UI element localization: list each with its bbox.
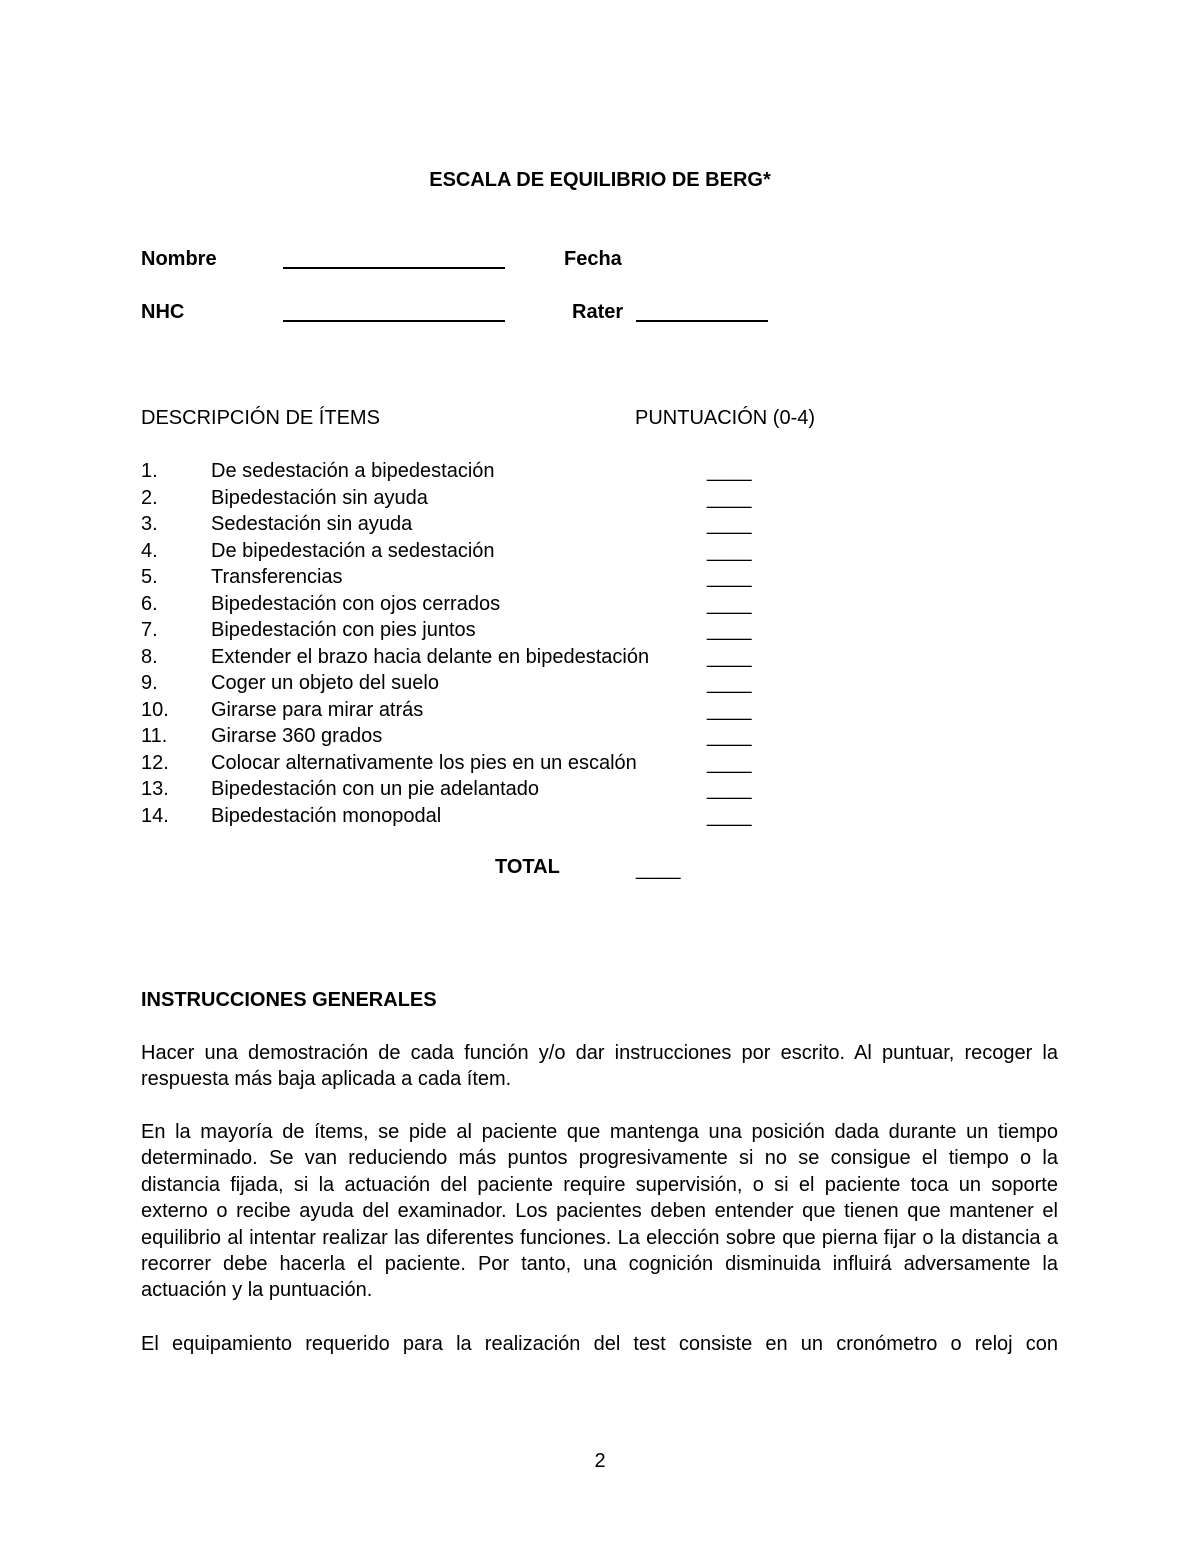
score-blank[interactable]: ____ bbox=[707, 539, 752, 562]
score-blank[interactable]: ____ bbox=[707, 619, 752, 641]
score-blank[interactable]: ____ bbox=[707, 672, 752, 694]
item-number: 8. bbox=[141, 645, 158, 668]
instructions-paragraph: El equipamiento requerido para la realización del test consiste en un cronómetro o reloj con bbox=[141, 1333, 1058, 1355]
item-description: De bipedestación a sedestación bbox=[211, 539, 495, 562]
item-number: 11. bbox=[141, 725, 168, 747]
item-number: 3. bbox=[141, 513, 158, 535]
score-blank[interactable]: ____ bbox=[707, 725, 752, 747]
instructions-heading: INSTRUCCIONES GENERALES bbox=[141, 989, 437, 1011]
score-blank[interactable]: ____ bbox=[707, 698, 752, 721]
list-item bbox=[141, 513, 781, 540]
item-description: Girarse 360 grados bbox=[211, 725, 383, 747]
score-header: PUNTUACIÓN (0-4) bbox=[635, 407, 816, 429]
item-number: 6. bbox=[141, 592, 158, 615]
score-blank[interactable]: ____ bbox=[707, 486, 752, 509]
instructions-paragraph: En la mayoría de ítems, se pide al paciente que mantenga una posición dada durante un tiempo determinado. Se van reduciendo más puntos progresivamente si no se consigue el tiempo o la distancia fijada, si la actuación del paciente require supervisión, o si el paciente toca un soporte externo o recibe ayuda del examinador. Los pacientes deben entender que tienen que mantener el equilibrio al intentar realizar las diferentes funciones. La elección sobre que pierna fijar o la distancia a recorrer debe hacerla el paciente. Por tanto, una cognición disminuida influirá adversamente la actuación y la puntuación. bbox=[141, 1121, 1058, 1302]
items-list bbox=[141, 460, 781, 831]
fecha-label: Fecha bbox=[564, 248, 622, 270]
item-number: 7. bbox=[141, 619, 158, 641]
nombre-field-line[interactable] bbox=[283, 267, 505, 269]
item-description: Bipedestación con ojos cerrados bbox=[211, 592, 501, 615]
list-item bbox=[141, 487, 781, 514]
item-description: De sedestación a bipedestación bbox=[211, 460, 495, 482]
list-item bbox=[141, 805, 781, 832]
document-title: ESCALA DE EQUILIBRIO DE BERG* bbox=[429, 169, 771, 191]
list-item bbox=[141, 566, 781, 593]
list-item bbox=[141, 672, 781, 699]
score-blank[interactable]: ____ bbox=[707, 751, 752, 774]
total-blank[interactable]: ____ bbox=[636, 858, 681, 880]
score-blank[interactable]: ____ bbox=[707, 592, 752, 615]
item-description: Bipedestación con un pie adelantado bbox=[211, 778, 540, 800]
score-blank[interactable]: ____ bbox=[707, 566, 752, 588]
rater-field-line[interactable] bbox=[636, 320, 768, 322]
description-header: DESCRIPCIÓN DE ÍTEMS bbox=[141, 407, 380, 429]
score-blank[interactable]: ____ bbox=[707, 460, 752, 482]
list-item bbox=[141, 460, 781, 487]
list-item bbox=[141, 646, 781, 673]
instructions-paragraph: Hacer una demostración de cada función y/o dar instrucciones por escrito. Al puntuar, recoger la respuesta más baja aplicada a cada ítem. bbox=[141, 1042, 1058, 1091]
item-number: 10. bbox=[141, 698, 169, 721]
nombre-label: Nombre bbox=[141, 248, 217, 270]
page-number: 2 bbox=[594, 1450, 606, 1472]
list-item bbox=[141, 540, 781, 567]
item-description: Bipedestación monopodal bbox=[211, 804, 442, 827]
item-description: Coger un objeto del suelo bbox=[211, 672, 439, 694]
item-description: Girarse para mirar atrás bbox=[211, 698, 424, 721]
list-item bbox=[141, 752, 781, 779]
item-number: 4. bbox=[141, 539, 158, 562]
score-blank[interactable]: ____ bbox=[707, 645, 752, 668]
nhc-label: NHC bbox=[141, 301, 185, 323]
score-blank[interactable]: ____ bbox=[707, 513, 752, 535]
item-number: 5. bbox=[141, 566, 158, 588]
nhc-field-line[interactable] bbox=[283, 320, 505, 322]
item-number: 2. bbox=[141, 486, 158, 509]
list-item bbox=[141, 593, 781, 620]
list-item bbox=[141, 778, 781, 805]
total-label: TOTAL bbox=[495, 856, 560, 878]
item-description: Transferencias bbox=[211, 566, 343, 588]
list-item bbox=[141, 699, 781, 726]
item-number: 9. bbox=[141, 672, 158, 694]
score-blank[interactable]: ____ bbox=[707, 804, 752, 827]
rater-label: Rater bbox=[572, 301, 624, 323]
item-description: Extender el brazo hacia delante en bipedestación bbox=[211, 645, 650, 668]
score-blank[interactable]: ____ bbox=[707, 778, 752, 800]
item-description: Bipedestación sin ayuda bbox=[211, 486, 428, 509]
item-description: Sedestación sin ayuda bbox=[211, 513, 413, 535]
item-description: Colocar alternativamente los pies en un escalón bbox=[211, 751, 637, 774]
item-description: Bipedestación con pies juntos bbox=[211, 619, 476, 641]
list-item bbox=[141, 725, 781, 752]
item-number: 1. bbox=[141, 460, 158, 482]
item-number: 12. bbox=[141, 751, 169, 774]
item-number: 14. bbox=[141, 804, 169, 827]
item-number: 13. bbox=[141, 778, 169, 800]
list-item bbox=[141, 619, 781, 646]
